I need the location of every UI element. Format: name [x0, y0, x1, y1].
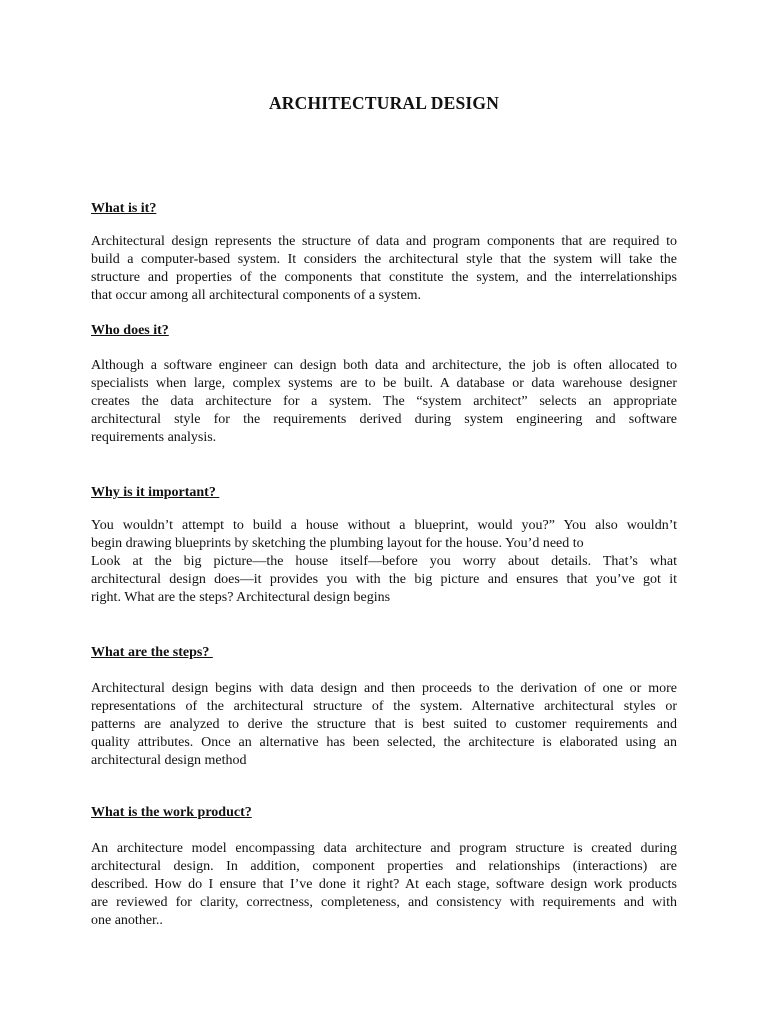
paragraph-line: begin drawing blueprints by sketching the plumbing layout for the house. You’d need to — [91, 536, 584, 551]
section-heading-what-are-the-steps: What are the steps? — [91, 645, 213, 660]
paragraph-line: architectural design method — [91, 753, 247, 768]
paragraph-line: structure and properties of the components that constitute the system, and the interrelationships — [91, 270, 677, 285]
paragraph-line: creates the data architecture for a system. The “system architect” selects an appropriate — [91, 394, 677, 409]
paragraph-line: described. How do I ensure that I’ve done it right? At each stage, software design work products — [91, 877, 677, 892]
section-paragraph-what-are-the-steps — [91, 680, 677, 770]
paragraph-line: one another.. — [91, 913, 163, 928]
paragraph-line: are reviewed for clarity, correctness, completeness, and consistency with requirements and with — [91, 895, 677, 910]
section-paragraph-who-does-it — [91, 357, 677, 447]
paragraph-line: An architecture model encompassing data architecture and program structure is created during — [91, 841, 677, 856]
paragraph-line: Architectural design begins with data design and then proceeds to the derivation of one or more — [91, 681, 677, 696]
paragraph-line: quality attributes. Once an alternative has been selected, the architecture is elaborated using an — [91, 735, 677, 750]
section-heading-what-is-the-work-product: What is the work product? — [91, 805, 252, 820]
paragraph-line: architectural style for the requirements derived during system engineering and software — [91, 412, 677, 427]
page-title: ARCHITECTURAL DESIGN — [268, 93, 500, 113]
paragraph-line: Although a software engineer can design both data and architecture, the job is often allocated to — [91, 358, 677, 373]
paragraph-line: You wouldn’t attempt to build a house without a blueprint, would you?” You also wouldn’t — [91, 518, 677, 533]
section-paragraph-what-is-the-work-product — [91, 840, 677, 930]
paragraph-line: architectural design does—it provides you with the big picture and ensures that you’ve got it — [91, 572, 677, 587]
paragraph-line: patterns are analyzed to derive the structure that is best suited to customer requirements and — [91, 717, 677, 732]
section-heading-why-is-it-important: Why is it important? — [91, 485, 220, 500]
section-heading-what-is-it: What is it? — [91, 201, 157, 216]
paragraph-line: representations of the architectural structure of the system. Alternative architectural styles or — [91, 699, 677, 714]
paragraph-line: right. What are the steps? Architectural design begins — [91, 590, 391, 605]
paragraph-line: build a computer-based system. It considers the architectural style that the system will take the — [91, 252, 677, 267]
paragraph-line: Architectural design represents the structure of data and program components that are required to — [91, 234, 677, 249]
paragraph-line: requirements analysis. — [91, 430, 217, 445]
paragraph-line: that occur among all architectural components of a system. — [91, 288, 422, 303]
paragraph-line: Look at the big picture—the house itself—before you worry about details. That’s what — [91, 554, 677, 569]
section-paragraph-why-is-it-important — [91, 517, 677, 607]
paragraph-line: architectural design. In addition, component properties and relationships (interactions) are — [91, 859, 677, 874]
paragraph-line: specialists when large, complex systems are to be built. A database or data warehouse designer — [91, 376, 677, 391]
section-paragraph-what-is-it — [91, 233, 677, 305]
section-heading-who-does-it: Who does it? — [91, 323, 169, 338]
